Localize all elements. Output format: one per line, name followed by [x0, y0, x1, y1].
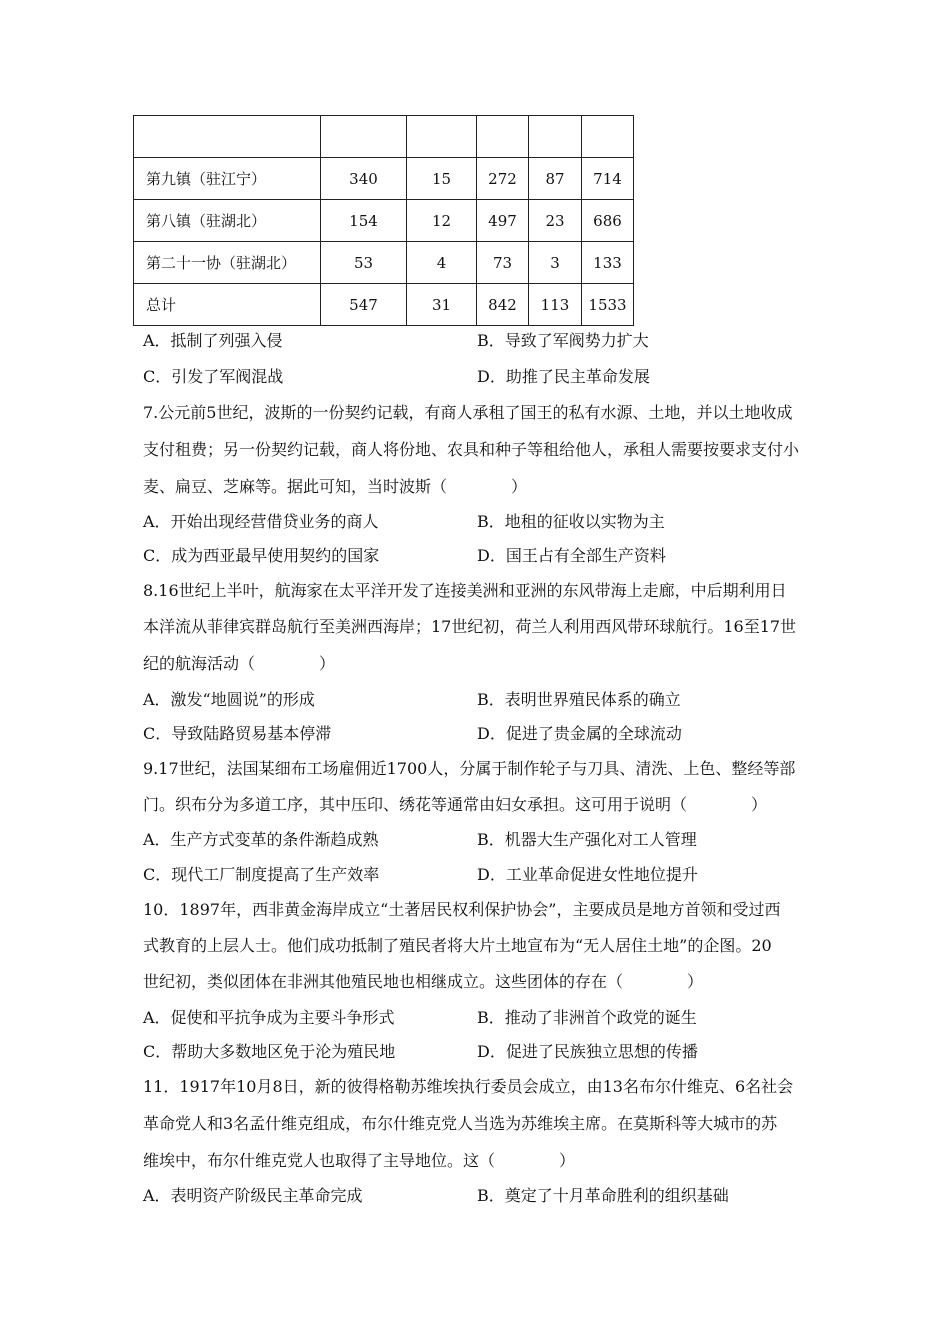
table-cell: 87	[529, 158, 582, 200]
table-cell: 547	[321, 284, 407, 326]
table-header-row	[134, 116, 634, 158]
table-cell: 714	[582, 158, 634, 200]
table-cell: 73	[477, 242, 529, 284]
q10-option-b: B．推动了非洲首个政党的诞生	[477, 1008, 697, 1027]
table-cell: 31	[407, 284, 477, 326]
q10-stem-line: 10．1897年，西非黄金海岸成立“土著居民权利保护协会”，主要成员是地方首领和受过西	[143, 900, 781, 919]
table-header-cell	[134, 116, 321, 158]
q10-stem-line: 式教育的上层人士。他们成功抵制了殖民者将大片土地宣布为“无人居住土地”的企图。20	[143, 936, 772, 955]
table-cell: 1533	[582, 284, 634, 326]
table-cell: 686	[582, 200, 634, 242]
table-cell: 第八镇（驻湖北）	[134, 200, 321, 242]
table-cell: 340	[321, 158, 407, 200]
troop-table	[133, 115, 634, 326]
q10-option-c: C．帮助大多数地区免于沦为殖民地	[143, 1042, 396, 1061]
table-cell: 3	[529, 242, 582, 284]
q8-stem-line: 8.16世纪上半叶，航海家在太平洋开发了连接美洲和亚洲的东风带海上走廊，中后期利用日	[143, 581, 787, 600]
table-cell: 842	[477, 284, 529, 326]
q7-option-a: A．开始出现经营借贷业务的商人	[143, 512, 379, 531]
q7-option-d: D．国王占有全部生产资料	[477, 546, 666, 565]
q10-option-d: D．促进了民族独立思想的传播	[477, 1042, 698, 1061]
q9-option-b: B．机器大生产强化对工人管理	[477, 830, 697, 849]
q11-option-b: B．奠定了十月革命胜利的组织基础	[477, 1186, 729, 1205]
q7-stem-line: 7.公元前5世纪，波斯的一份契约记载，有商人承租了国王的私有水源、土地，并以土地收成	[143, 403, 793, 422]
table-cell: 272	[477, 158, 529, 200]
table-cell: 154	[321, 200, 407, 242]
q11-stem-line: 革命党人和3名孟什维克组成，布尔什维克党人当选为苏维埃主席。在莫斯科等大城市的苏	[143, 1114, 778, 1133]
table-cell: 第二十一协（驻湖北）	[134, 242, 321, 284]
q11-option-a: A．表明资产阶级民主革命完成	[143, 1186, 363, 1205]
q9-stem-line: 9.17世纪，法国某细布工场雇佣近1700人，分属于制作轮子与刀具、清洗、上色、整经等部	[143, 759, 796, 778]
table-cell: 15	[407, 158, 477, 200]
q11-stem-line: 维埃中，布尔什维克党人也取得了主导地位。这（ ）	[143, 1151, 576, 1170]
table-row	[134, 200, 634, 242]
table-header-cell	[407, 116, 477, 158]
table-row	[134, 158, 634, 200]
table-cell: 133	[582, 242, 634, 284]
q9-option-a: A．生产方式变革的条件渐趋成熟	[143, 830, 379, 849]
q8-option-b: B．表明世界殖民体系的确立	[477, 690, 681, 709]
q8-option-c: C．导致陆路贸易基本停滞	[143, 724, 332, 743]
table-cell: 53	[321, 242, 407, 284]
q10-stem-line: 世纪初，类似团体在非洲其他殖民地也相继成立。这些团体的存在（ ）	[143, 972, 704, 991]
table-header-cell	[477, 116, 529, 158]
q7-stem-line: 麦、扁豆、芝麻等。据此可知，当时波斯（ ）	[143, 477, 528, 496]
table-cell: 23	[529, 200, 582, 242]
table-row	[134, 284, 634, 326]
q10-option-a: A．促使和平抗争成为主要斗争形式	[143, 1008, 395, 1027]
table-row	[134, 242, 634, 284]
q7-stem-line: 支付租费；另一份契约记载，商人将份地、农具和种子等租给他人，承租人需要按要求支付小	[143, 440, 800, 459]
table-cell: 总计	[134, 284, 321, 326]
q6-option-d: D．助推了民主革命发展	[477, 367, 650, 386]
table-cell: 4	[407, 242, 477, 284]
table-cell: 第九镇（驻江宁）	[134, 158, 321, 200]
q8-stem-line: 本洋流从菲律宾群岛航行至美洲西海岸；17世纪初，荷兰人利用西风带环球航行。16至17世	[143, 617, 797, 636]
table-cell: 12	[407, 200, 477, 242]
q6-option-c: C．引发了军阀混战	[143, 367, 284, 386]
q8-stem-line: 纪的航海活动（ ）	[143, 654, 336, 673]
table-cell: 497	[477, 200, 529, 242]
q9-option-c: C．现代工厂制度提高了生产效率	[143, 865, 380, 884]
q6-option-a: A．抵制了列强入侵	[143, 331, 283, 350]
q8-option-a: A．激发“地圆说”的形成	[143, 690, 315, 709]
q11-stem-line: 11．1917年10月8日，新的彼得格勒苏维埃执行委员会成立，由13名布尔什维克、6名社会	[143, 1077, 794, 1096]
table-cell: 113	[529, 284, 582, 326]
q9-option-d: D．工业革命促进女性地位提升	[477, 865, 698, 884]
q8-option-d: D．促进了贵金属的全球流动	[477, 724, 682, 743]
table-header-cell	[582, 116, 634, 158]
q6-option-b: B．导致了军阀势力扩大	[477, 331, 649, 350]
q9-stem-line: 门。织布分为多道工序，其中压印、绣花等通常由妇女承担。这可用于说明（ ）	[143, 795, 768, 814]
table-header-cell	[529, 116, 582, 158]
q7-option-b: B．地租的征收以实物为主	[477, 512, 665, 531]
q7-option-c: C．成为西亚最早使用契约的国家	[143, 546, 380, 565]
table-header-cell	[321, 116, 407, 158]
